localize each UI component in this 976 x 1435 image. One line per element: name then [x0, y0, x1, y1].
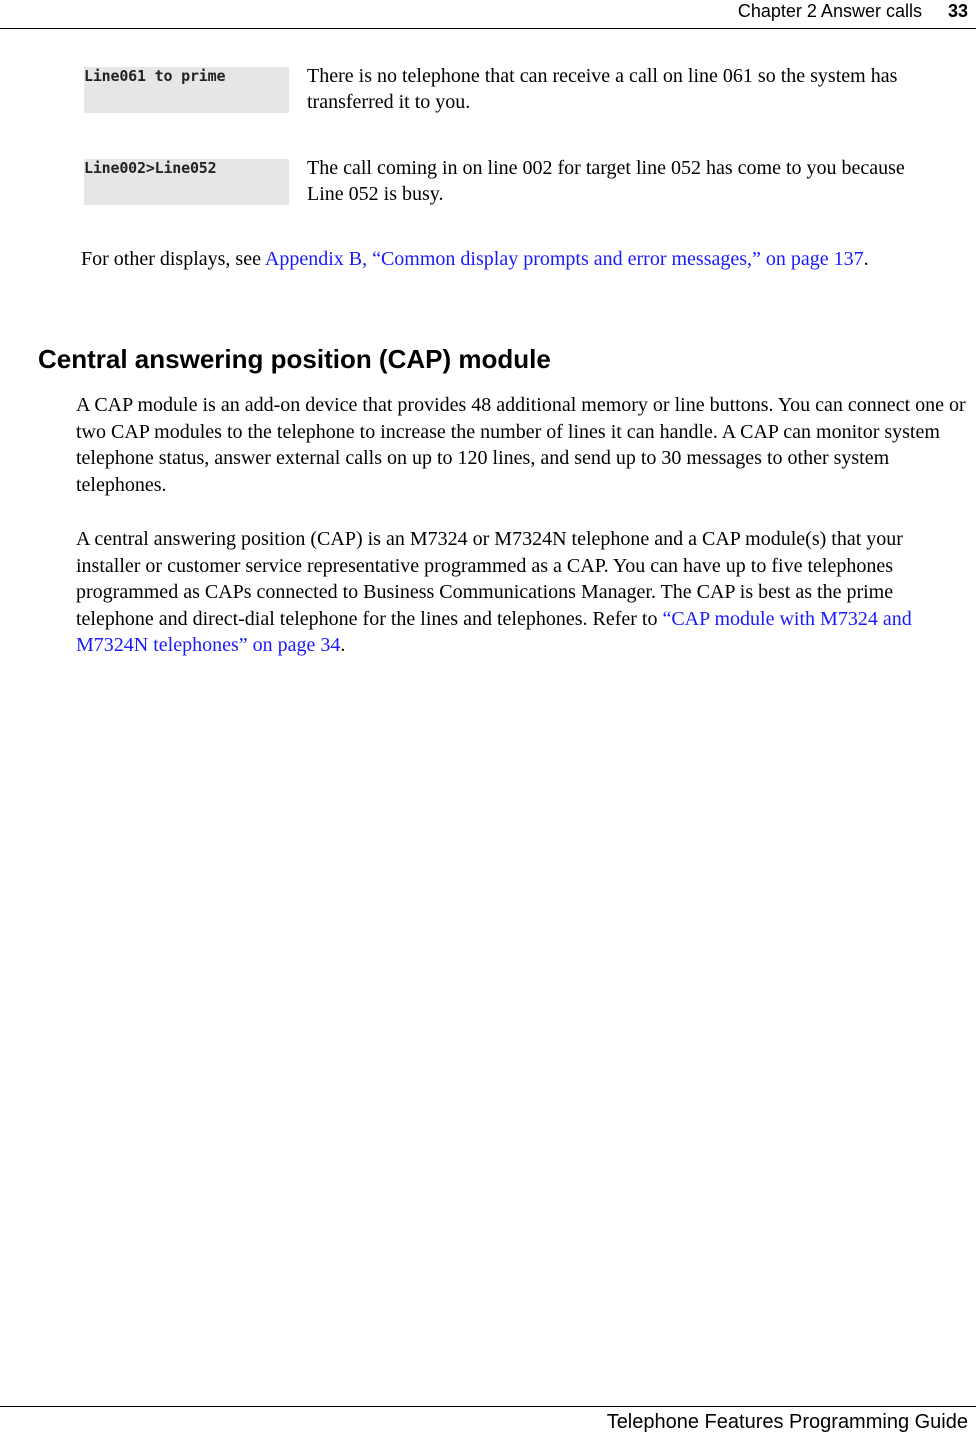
page-header: [738, 0, 968, 22]
cap-paragraph-2-end: .: [340, 634, 346, 656]
page-footer: Telephone Features Programming Guide: [606, 1411, 968, 1433]
cap-paragraph-2-text: A central answering position (CAP) is an M7324 or M7324N telephone and a CAP module(s) that your installer or customer service representative programmed as a CAP. You can have up to five telephones programmed as CAPs connected to Business Communications Manager. The CAP is best as the prime telephone and direct-dial telephone for the lines and telephones. Refer to: [76, 528, 903, 630]
display-screen-2: [84, 159, 289, 205]
display-description-2: The call coming in on line 002 for target line 052 has come to you because Line 052 is busy.: [307, 157, 905, 205]
cap-paragraph-2: [76, 526, 972, 659]
cap-module-link[interactable]: “CAP module with M7324 and M7324N telephones” on page 34: [76, 607, 912, 656]
see-also-note: [81, 246, 911, 272]
footer-rule: [0, 1406, 976, 1407]
chapter-title: Chapter 2 Answer calls: [737, 1, 922, 21]
section-heading: Central answering position (CAP) module: [38, 344, 551, 374]
cap-paragraph-1: A CAP module is an add-on device that provides 48 additional memory or line buttons. You can connect one or two CAP modules to the telephone to increase the number of lines it can handle. A CAP can monitor system telephone status, answer external calls on up to 120 lines, and send up to 30 messages to other system telephones.: [76, 394, 966, 496]
display-text-2: Line002>Line052: [84, 159, 217, 177]
appendix-b-link[interactable]: Appendix B, “Common display prompts and error messages,” on page 137: [264, 248, 864, 270]
display-text-1: Line061 to prime: [84, 67, 226, 85]
see-also-suffix: .: [863, 248, 869, 270]
page-number: 33: [947, 1, 968, 21]
display-description-1: There is no telephone that can receive a call on line 061 so the system has transferred it to you.: [307, 65, 898, 113]
header-rule: [0, 28, 976, 29]
see-also-prefix: For other displays, see: [81, 248, 265, 270]
display-screen-1: [84, 67, 289, 113]
